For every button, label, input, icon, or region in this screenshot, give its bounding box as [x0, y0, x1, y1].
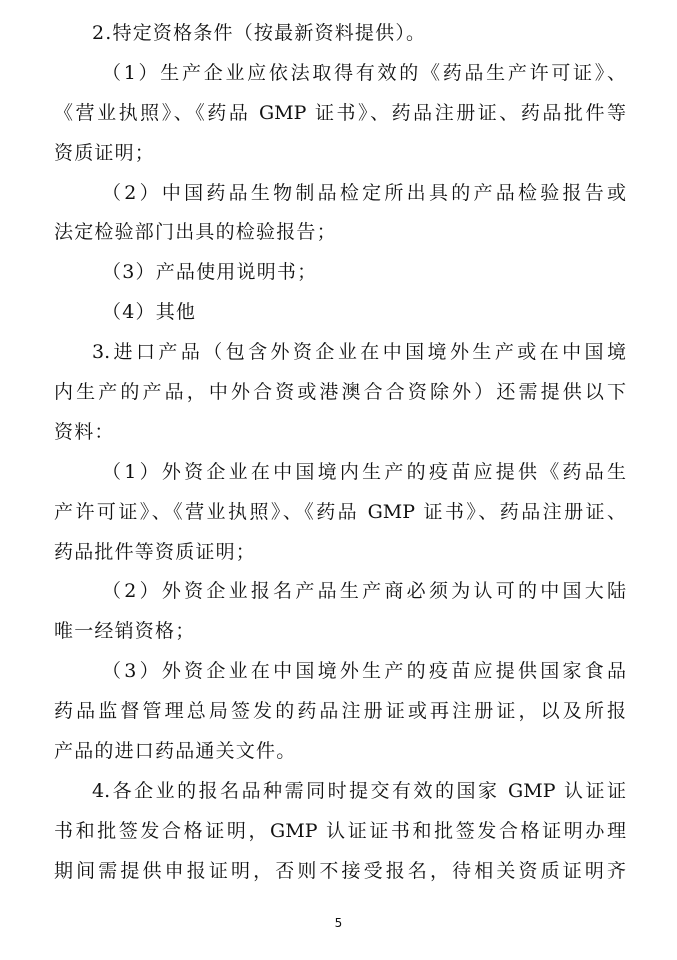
item-2-1-line-1: （1）生产企业应依法取得有效的《药品生产许可证》、: [102, 61, 626, 84]
section-4-line-3: 期间需提供申报证明，否则不接受报名，待相关资质证明齐: [54, 859, 626, 882]
item-3-2-line-1: （2）外资企业报名产品生产商必须为认可的中国大陆: [102, 580, 626, 603]
item-2-2-line-2: 法定检验部门出具的检验报告；: [54, 221, 337, 244]
page-number: 5: [334, 916, 343, 930]
item-2-3: （3）产品使用说明书；: [102, 261, 318, 284]
item-2-1-line-2: 《营业执照》、《药品 GMP 证书》、药品注册证、药品批件等: [54, 101, 626, 124]
item-3-1-line-3: 药品批件等资质证明；: [54, 540, 257, 563]
item-2-4: （4）其他: [102, 301, 197, 324]
section-4-line-2: 书和批签发合格证明，GMP 认证证书和批签发合格证明办理: [54, 819, 626, 842]
item-2-1-line-3: 资质证明；: [54, 141, 156, 164]
item-3-3-line-3: 产品的进口药品通关文件。: [54, 740, 297, 763]
section-4-line-1: 4.各企业的报名品种需同时提交有效的国家 GMP 认证证: [92, 779, 626, 802]
item-3-3-line-1: （3）外资企业在中国境外生产的疫苗应提供国家食品: [102, 660, 626, 683]
item-3-1-line-1: （1）外资企业在中国境内生产的疫苗应提供《药品生: [102, 460, 626, 483]
section-3-line-3: 资料：: [54, 420, 115, 443]
section-3-line-1: 3.进口产品（包含外资企业在中国境外生产或在中国境: [92, 341, 626, 364]
section-3-line-2: 内生产的产品，中外合资或港澳合合资除外）还需提供以下: [54, 381, 626, 404]
item-3-2-line-2: 唯一经销资格；: [54, 620, 196, 643]
item-2-2-line-1: （2）中国药品生物制品检定所出具的产品检验报告或: [102, 181, 626, 204]
item-3-3-line-2: 药品监督管理总局签发的药品注册证或再注册证，以及所报: [54, 700, 626, 723]
item-3-1-line-2: 产许可证》、《营业执照》、《药品 GMP 证书》、药品注册证、: [54, 500, 626, 523]
section-2-heading: 2.特定资格条件（按最新资料提供）。: [92, 22, 427, 44]
document-body: [54, 14, 626, 892]
